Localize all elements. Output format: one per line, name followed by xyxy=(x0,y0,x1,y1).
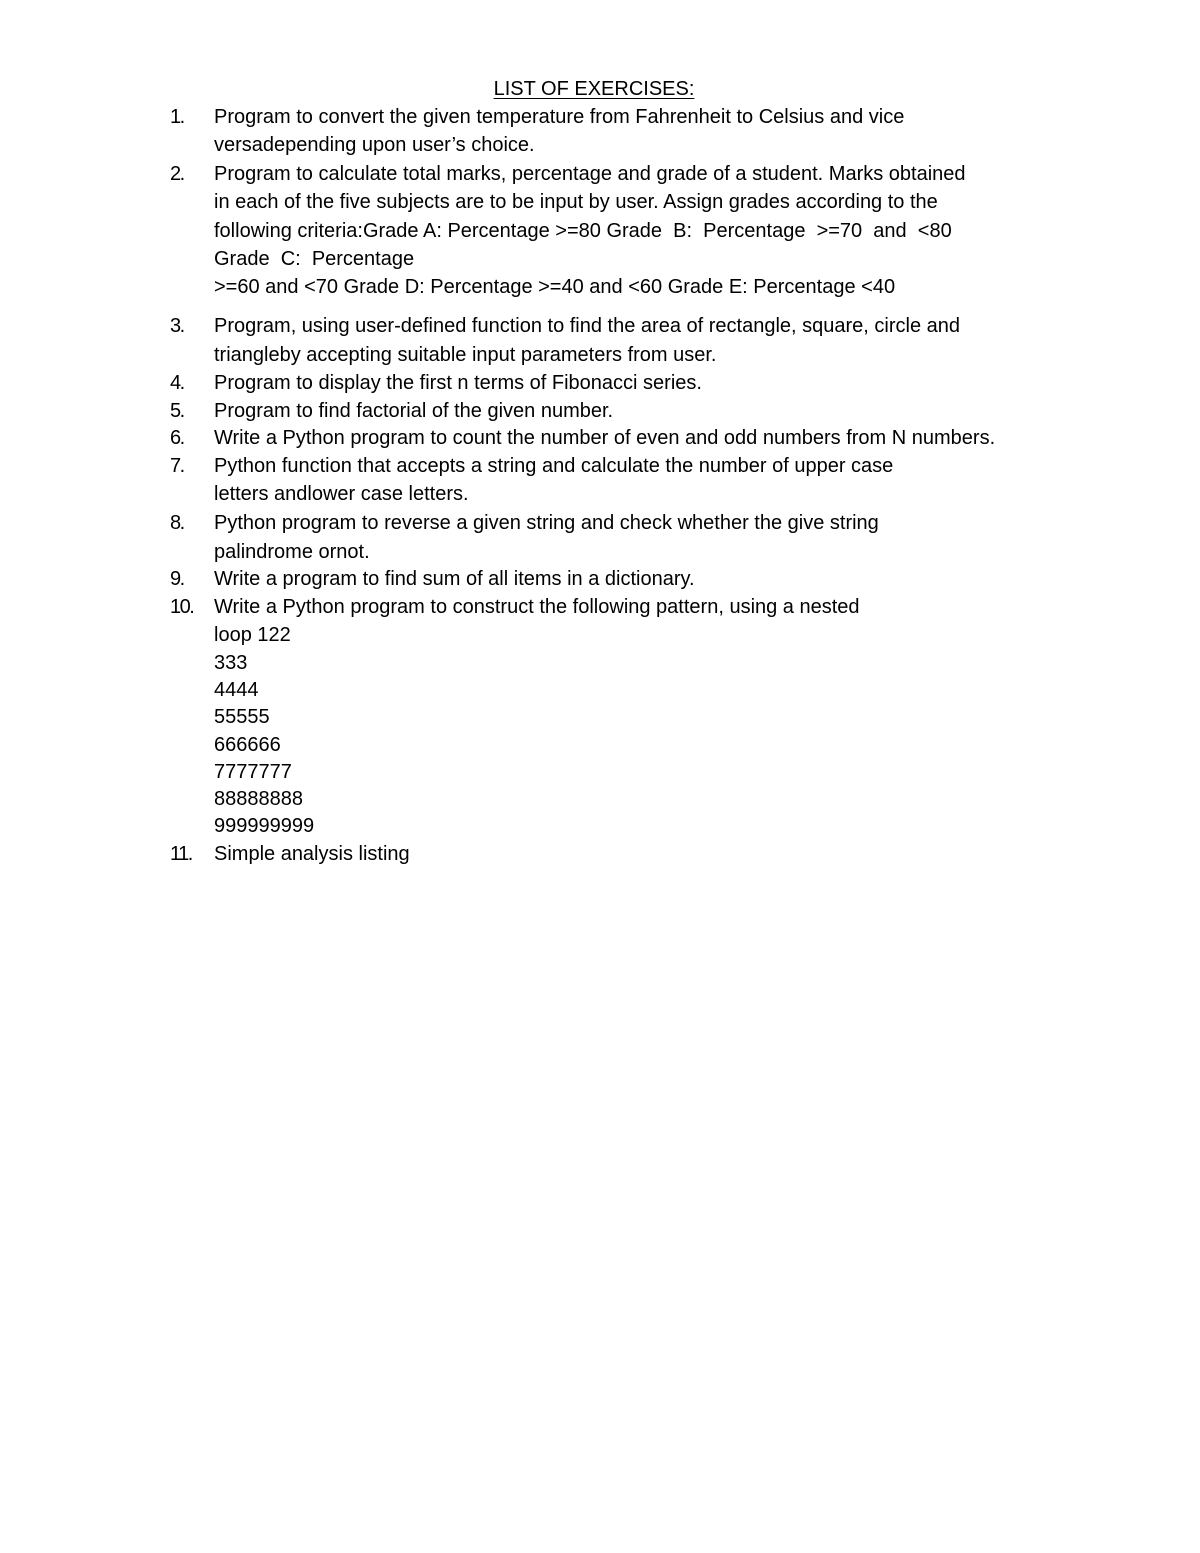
pattern-row-999999999: 999999999 xyxy=(214,815,315,837)
item-10-line-2: loop 122 xyxy=(214,624,291,646)
pattern-row-666666: 666666 xyxy=(214,734,281,756)
item-7-line-2: letters andlower case letters. xyxy=(214,483,469,505)
item-2-line-1: Program to calculate total marks, percentage and grade of a student. Marks obtained xyxy=(214,163,966,185)
item-2-line-3: following criteria:Grade A: Percentage >=80 Grade B: Percentage >=70 and <80 xyxy=(214,220,952,242)
item-1-line-1: Program to convert the given temperature from Fahrenheit to Celsius and vice xyxy=(214,106,905,128)
item-1-line-2: versadepending upon user’s choice. xyxy=(214,134,535,156)
page-title: LIST OF EXERCISES: xyxy=(493,78,695,100)
item-7-line-1: Python function that accepts a string and calculate the number of upper case xyxy=(214,455,894,477)
pattern-row-4444: 4444 xyxy=(214,679,259,701)
item-2-line-2: in each of the five subjects are to be input by user. Assign grades according to the xyxy=(214,191,938,213)
item-number-2: 2. xyxy=(170,163,184,185)
pattern-row-88888888: 88888888 xyxy=(214,788,303,810)
item-number-9: 9. xyxy=(170,568,184,590)
item-6-line-1: Write a Python program to count the number of even and odd numbers from N numbers. xyxy=(214,427,996,449)
item-3-line-2: triangleby accepting suitable input parameters from user. xyxy=(214,344,717,366)
item-number-4: 4. xyxy=(170,372,184,394)
item-10-line-1: Write a Python program to construct the following pattern, using a nested xyxy=(214,596,860,618)
item-number-6: 6. xyxy=(170,427,184,449)
item-4-line-1: Program to display the first n terms of Fibonacci series. xyxy=(214,372,702,394)
item-9-line-1: Write a program to find sum of all items in a dictionary. xyxy=(214,568,695,590)
item-number-10: 10. xyxy=(170,596,194,618)
item-2-line-5: >=60 and <70 Grade D: Percentage >=40 and <60 Grade E: Percentage <40 xyxy=(214,276,896,298)
item-5-line-1: Program to find factorial of the given number. xyxy=(214,400,614,422)
item-number-11: 11. xyxy=(170,843,192,865)
item-number-1: 1. xyxy=(170,106,184,128)
pattern-row-55555: 55555 xyxy=(214,706,270,728)
pattern-row-7777777: 7777777 xyxy=(214,761,292,783)
pattern-row-333: 333 xyxy=(214,652,248,674)
item-number-8: 8. xyxy=(170,512,184,534)
item-3-line-1: Program, using user-defined function to find the area of rectangle, square, circle and xyxy=(214,315,960,337)
item-number-5: 5. xyxy=(170,400,184,422)
item-number-7: 7. xyxy=(170,455,184,477)
item-number-3: 3. xyxy=(170,315,184,337)
item-8-line-2: palindrome ornot. xyxy=(214,541,370,563)
item-2-line-4: Grade C: Percentage xyxy=(214,248,415,270)
item-8-line-1: Python program to reverse a given string and check whether the give string xyxy=(214,512,879,534)
item-11-line-1: Simple analysis listing xyxy=(214,843,410,865)
